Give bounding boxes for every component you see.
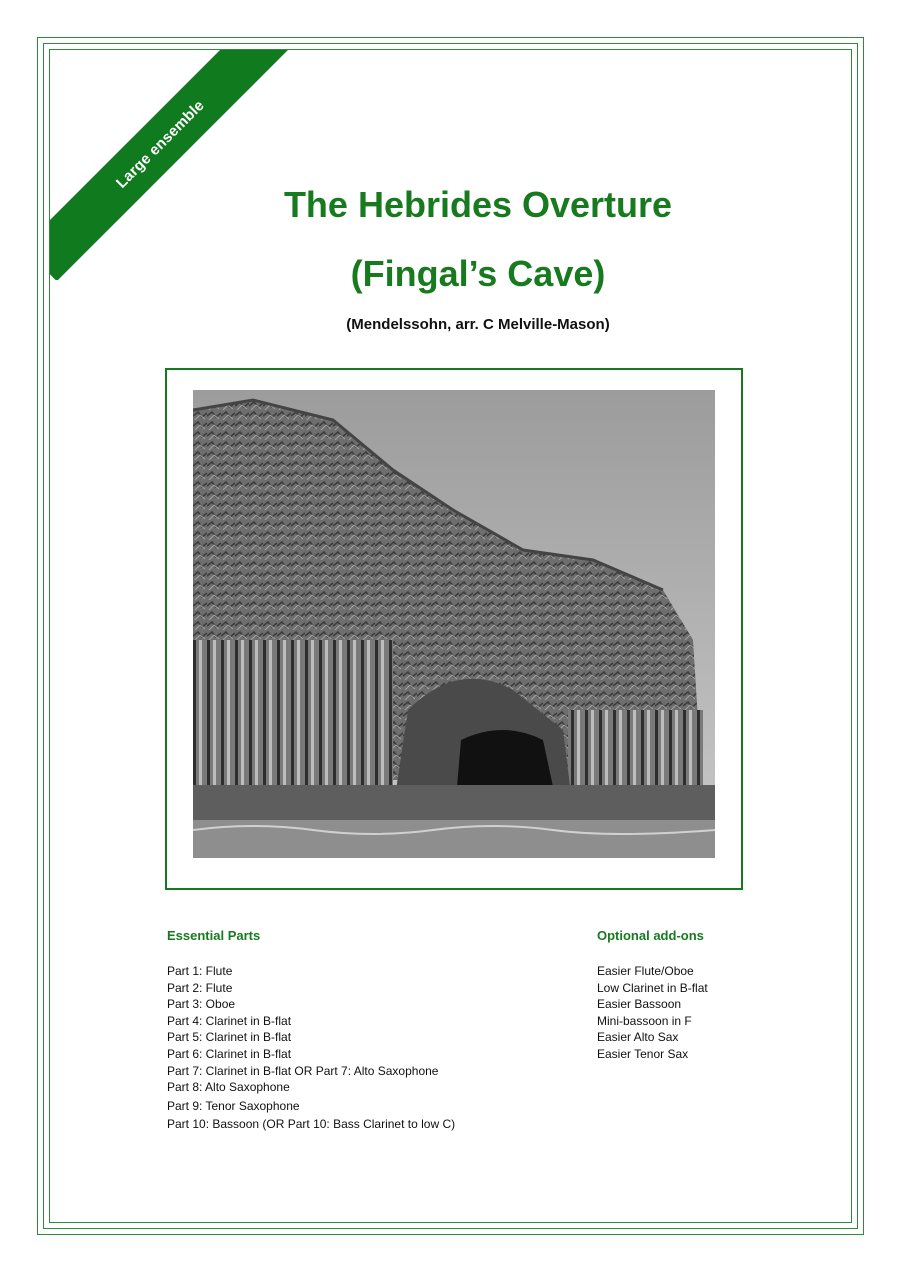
page-title: The Hebrides Overture xyxy=(283,184,673,225)
list-item: Low Clarinet in B-flat xyxy=(597,980,708,995)
optional-addons-heading: Optional add-ons xyxy=(597,928,704,943)
list-item: Part 3: Oboe xyxy=(167,997,236,1012)
fingals-cave-photo xyxy=(193,390,715,858)
corner-ribbon xyxy=(50,50,310,280)
ribbon-label: Large ensemble xyxy=(112,96,208,192)
list-item: Part 7: Clarinet in B-flat OR Part 7: Alto Saxophone xyxy=(167,1063,439,1078)
list-item: Part 6: Clarinet in B-flat xyxy=(167,1046,292,1061)
composer-credit: (Mendelssohn, arr. C Melville-Mason) xyxy=(346,316,610,333)
list-item: Part 2: Flute xyxy=(167,980,233,995)
list-item: Easier Flute/Oboe xyxy=(597,964,694,978)
list-item: Part 4: Clarinet in B-flat xyxy=(167,1013,292,1028)
list-item: Part 9: Tenor Saxophone xyxy=(167,1098,300,1113)
list-item: Easier Tenor Sax xyxy=(597,1046,689,1061)
optional-addons-list xyxy=(597,963,708,1063)
ribbon-band xyxy=(50,50,297,280)
list-item: Easier Bassoon xyxy=(597,997,682,1012)
list-item: Mini-bassoon in F xyxy=(597,1013,692,1028)
list-item: Part 10: Bassoon (OR Part 10: Bass Clarinet to low C) xyxy=(167,1117,456,1132)
page-subtitle-title: (Fingal’s Cave) xyxy=(350,253,606,294)
essential-parts-list xyxy=(167,963,455,1133)
list-item: Part 1: Flute xyxy=(167,964,233,978)
essential-parts-heading: Essential Parts xyxy=(167,928,261,943)
list-item: Easier Alto Sax xyxy=(597,1030,679,1045)
list-item: Part 8: Alto Saxophone xyxy=(167,1080,290,1095)
list-item: Part 5: Clarinet in B-flat xyxy=(167,1030,292,1045)
